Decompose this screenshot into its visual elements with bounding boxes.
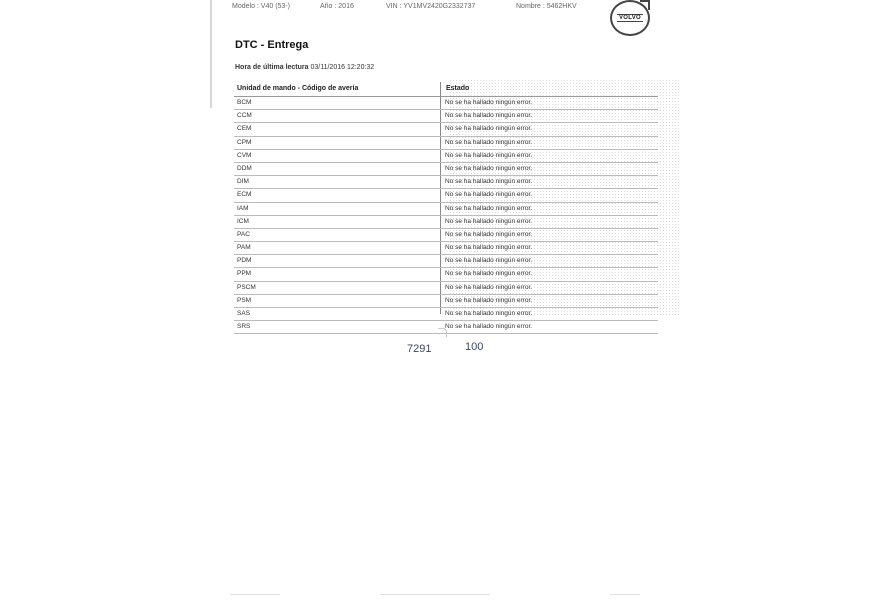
row-unit: ICM [237,217,249,225]
last-read-line [235,64,374,71]
row-unit: CPM [237,138,252,146]
table-row [234,110,658,123]
table-row [234,295,658,308]
table-row [234,97,658,110]
nombre-text: Nombre : 5462HKV [516,3,577,10]
scan-mark [438,328,447,337]
row-status: No se ha hallado ningún error. [445,283,533,291]
row-unit: CVM [237,151,252,159]
row-status: No se ha hallado ningún error. [445,178,533,186]
row-status: No se ha hallado ningún error. [445,230,533,238]
vehicle-header [232,3,592,15]
row-unit: PSCM [237,283,256,291]
row-status: No se ha hallado ningún error. [445,125,533,133]
year-text: Año : 2016 [320,3,354,10]
row-unit: CEM [237,125,252,133]
table-row [234,242,658,255]
row-unit: PAC [237,230,250,238]
table-row [234,189,658,202]
row-unit: PPM [237,270,252,278]
table-row [234,282,658,295]
row-status: No se ha hallado ningún error. [445,217,533,225]
row-status: No se ha hallado ningún error. [445,310,533,317]
table-row [234,163,658,176]
row-status: No se ha hallado ningún error. [445,151,533,159]
row-unit: PSM [237,296,252,304]
row-status: No se ha hallado ningún error. [445,112,533,120]
row-unit: DIM [237,178,249,186]
volvo-logo-icon [610,0,650,36]
dtc-table [234,82,658,334]
table-row [234,137,658,150]
row-unit: IAM [237,204,249,212]
table-row [234,203,658,216]
row-unit: CCM [237,112,252,120]
row-status: No se ha hallado ningún error. [445,164,533,172]
row-status: No se ha hallado ningún error. [445,257,533,265]
row-unit: DDM [237,164,252,172]
logo-arrow-icon [640,0,650,10]
last-read-label: Hora de última lectura [235,64,309,71]
table-row [234,150,658,163]
row-status: No se ha hallado ningún error. [445,138,533,146]
row-status: No se ha hallado ningún error. [445,296,533,304]
page-title: DTC - Entrega [235,39,309,51]
table-row [234,216,658,229]
row-status: No se ha hallado ningún error. [445,99,533,106]
row-status: No se ha hallado ningún error. [445,204,533,212]
row-status: No se ha hallado ningún error. [445,323,533,331]
header-status: Estado [446,85,470,92]
vin-text: VIN : YV1MV2420G2332737 [386,3,476,10]
page-number-right: 100 [465,341,484,353]
model-text: Modelo : V40 (53-) [232,3,290,10]
row-unit: BCM [237,99,252,106]
scanned-document [210,0,690,330]
row-unit: PAM [237,244,251,252]
row-unit: SRS [237,323,251,331]
row-status: No se ha hallado ningún error. [445,191,533,199]
table-row [234,123,658,136]
row-unit: PDM [237,257,252,265]
row-status: No se ha hallado ningún error. [445,270,533,278]
last-read-value: 03/11/2016 12:20:32 [310,64,375,71]
table-row [234,308,658,321]
page-numbers [0,340,880,356]
logo-text: VOLVO [618,15,642,21]
table-row [234,229,658,242]
table-header [234,82,658,97]
header-unit: Unidad de mando - Código de avería [237,85,359,92]
scan-edge [210,0,212,108]
row-unit: SAS [237,310,251,317]
table-row [234,268,658,281]
row-status: No se ha hallado ningún error. [445,244,533,252]
row-unit: ECM [237,191,252,199]
table-row [234,176,658,189]
page-number-left: 7291 [407,343,432,355]
table-row [234,255,658,268]
footer-marks [230,594,650,598]
